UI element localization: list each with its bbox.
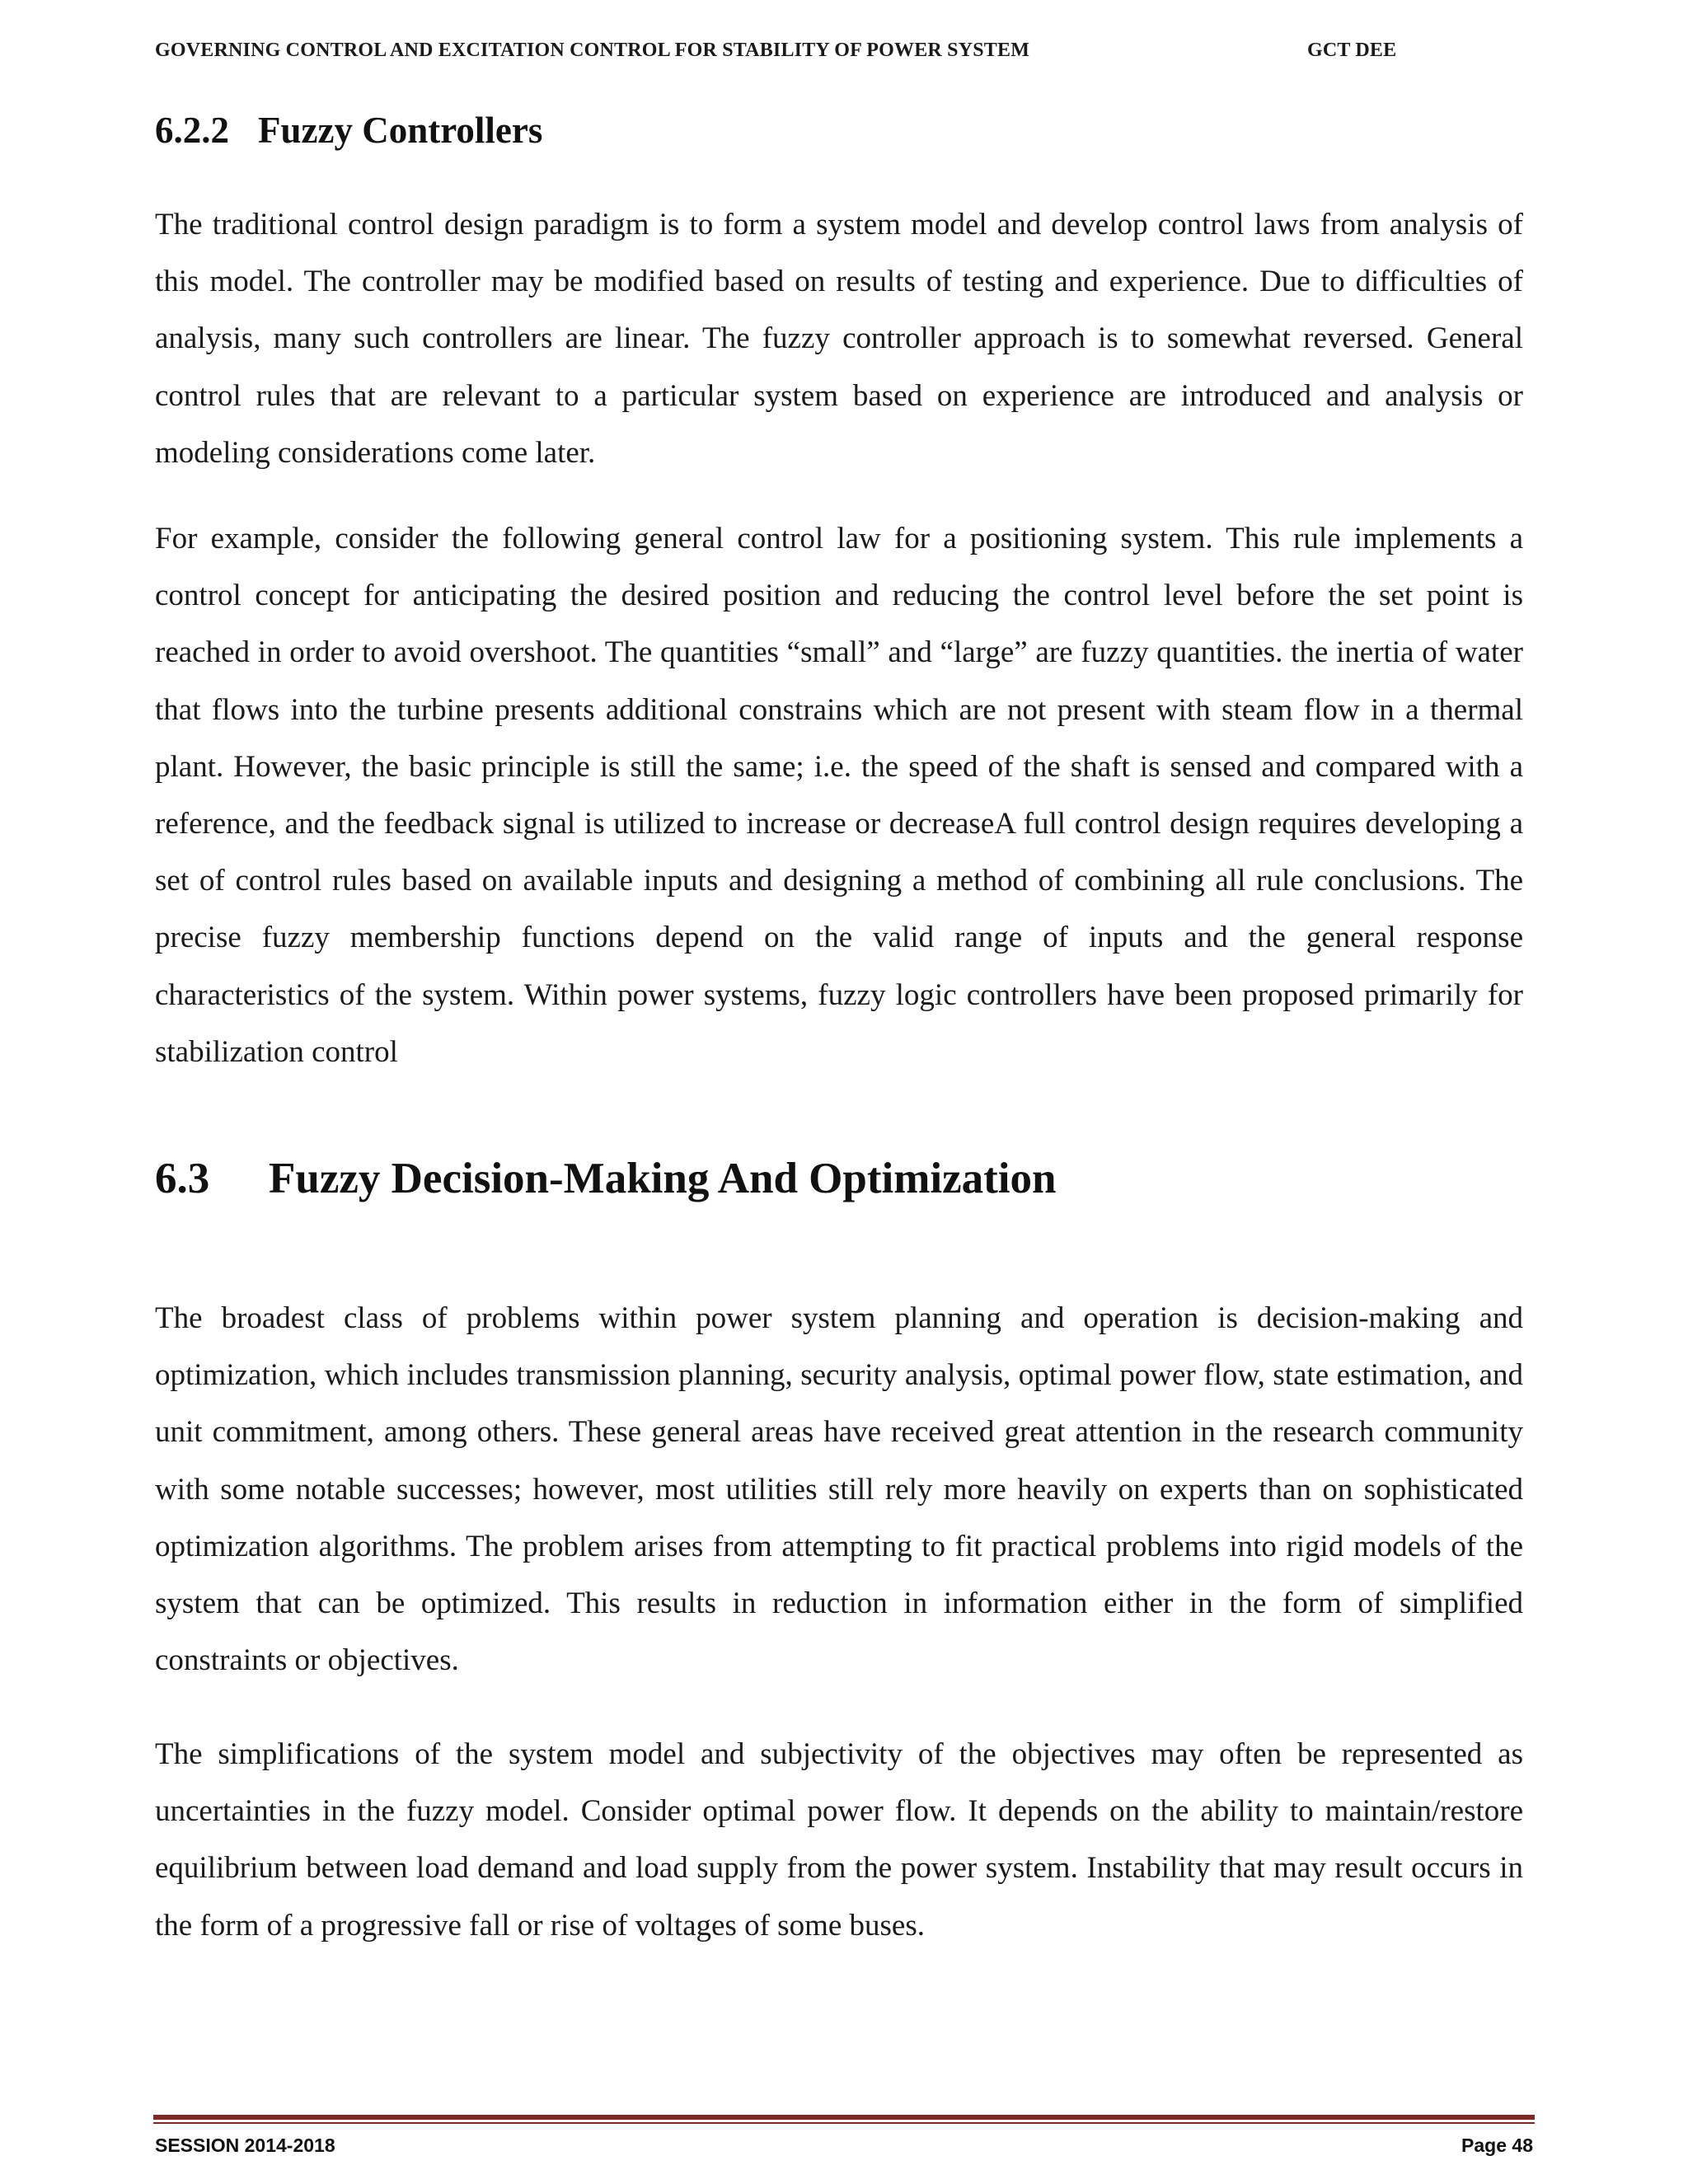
header-title: GOVERNING CONTROL AND EXCITATION CONTROL FOR STABILITY OF POWER SYSTEM <box>155 40 1030 61</box>
page-footer <box>155 2135 1533 2161</box>
section-title: Fuzzy Controllers <box>258 110 543 151</box>
section-number: 6.3 <box>155 1155 210 1202</box>
footer-session: SESSION 2014-2018 <box>155 2135 335 2156</box>
footer-divider <box>153 2115 1535 2120</box>
paragraph: For example, consider the following general control law for a positioning system. This rule implements a control concept for anticipating the desired position and reducing the control level before the set point is reached in order to avoid overshoot. The quantities “small” and “large” are fuzzy quantities. the inertia of water that flows into the turbine presents additional constrains which are not present with steam flow in a thermal plant. However, the basic principle is still the same; i.e. the speed of the shaft is sensed and compared with a reference, and the feedback signal is utilized to increase or decreaseA full control design requires developing a set of control rules based on available inputs and designing a method of combining all rule conclusions. The precise fuzzy membership functions depend on the valid range of inputs and the general response characteristics of the system. Within power systems, fuzzy logic controllers have been proposed primarily for stabilization control <box>155 522 1523 1069</box>
section-heading-fuzzy-decision-making <box>155 1154 1057 1203</box>
header-department: GCT DEE <box>1307 40 1397 61</box>
paragraph: The simplifications of the system model and subjectivity of the objectives may often be represented as uncertainties in the fuzzy model. Consider optimal power flow. It depends on the ability to maintain/restore equilibrium between load demand and load supply from the power system. Instability that may result occurs in the form of a progressive fall or rise of voltages of some buses. <box>155 1737 1523 1943</box>
page-number: Page 48 <box>1461 2135 1533 2156</box>
footer-divider-thin <box>153 2122 1535 2124</box>
section-title: Fuzzy Decision-Making And Optimization <box>269 1155 1057 1202</box>
section-number: 6.2.2 <box>155 110 229 151</box>
running-header <box>155 40 1523 69</box>
paragraph: The broadest class of problems within power system planning and operation is decision-making and optimization, which includes transmission planning, security analysis, optimal power flow, state estimation, and unit commitment, among others. These general areas have received great attention in the research community with some notable successes; however, most utilities still rely more heavily on experts than on sophisticated optimization algorithms. The problem arises from attempting to fit practical problems into rigid models of the system that can be optimized. This results in reduction in information either in the form of simplified constraints or objectives. <box>155 1301 1523 1678</box>
paragraph: The traditional control design paradigm is to form a system model and develop control laws from analysis of this model. The controller may be modified based on results of testing and experience. Due to difficulties of analysis, many such controllers are linear. The fuzzy controller approach is to somewhat reversed. General control rules that are relevant to a particular system based on experience are introduced and analysis or modeling considerations come later. <box>155 208 1523 470</box>
section-heading-fuzzy-controllers <box>155 109 542 152</box>
